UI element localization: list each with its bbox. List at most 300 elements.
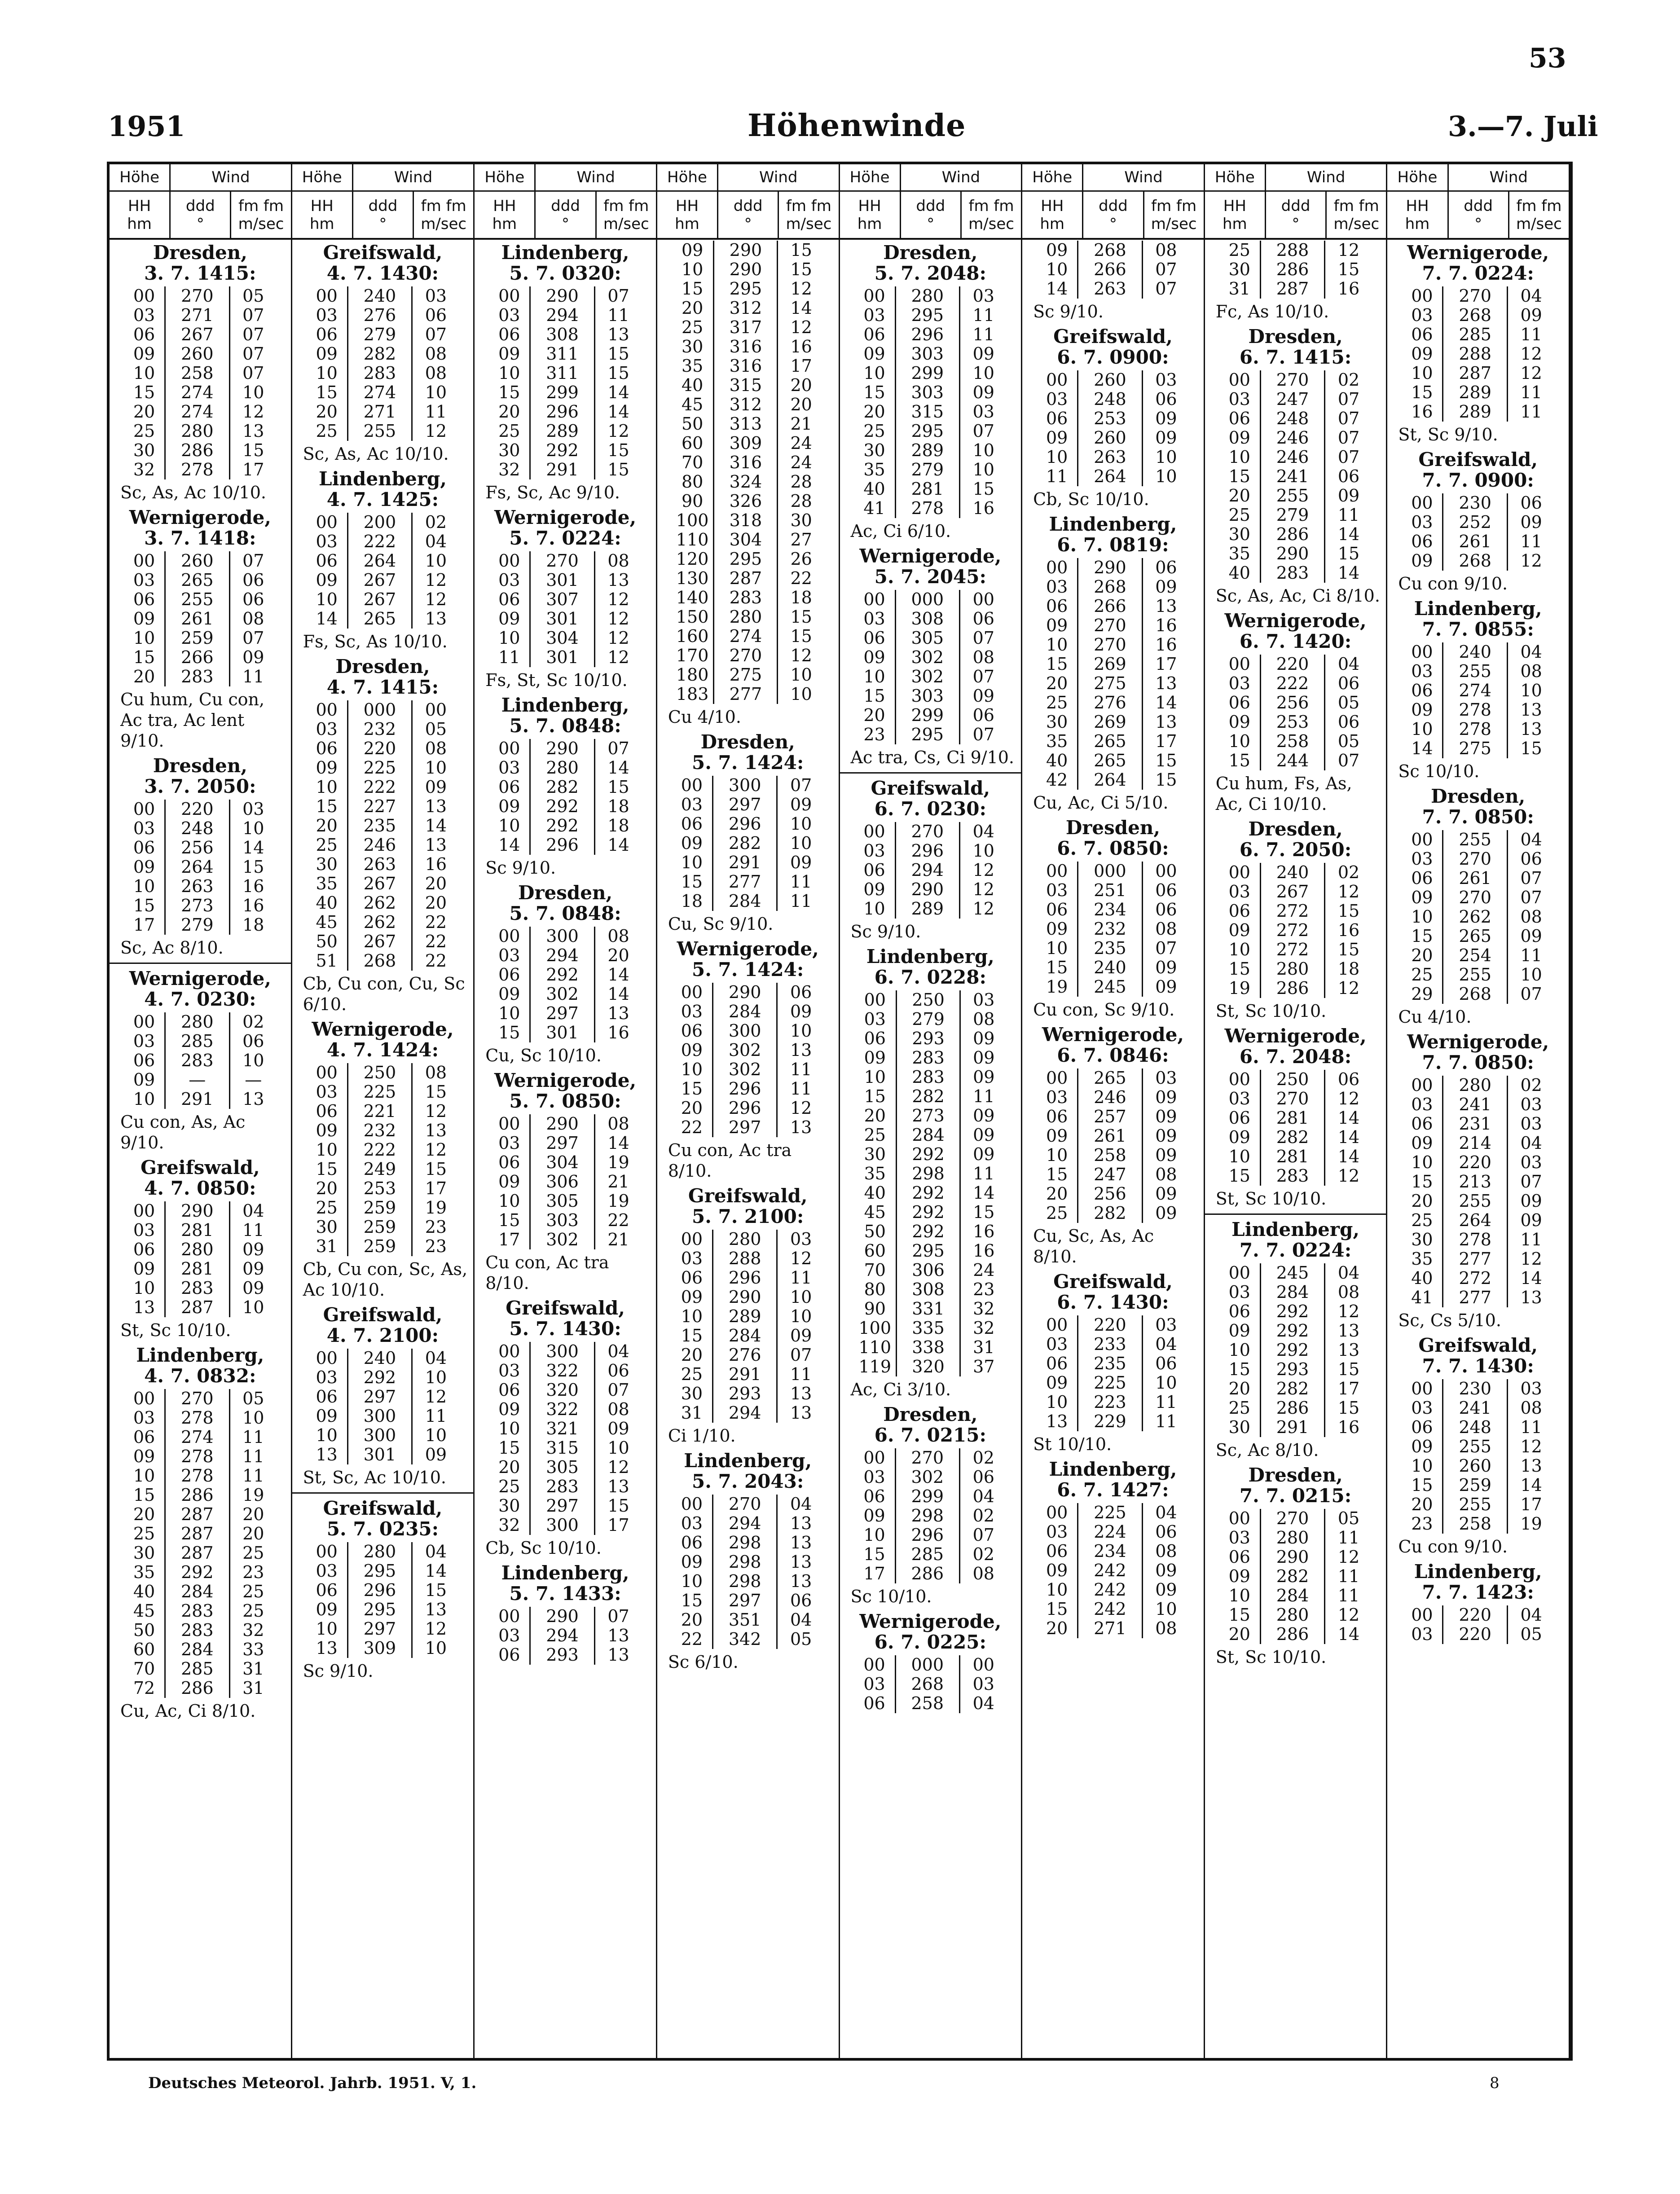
direction-cell: 200	[347, 513, 412, 532]
direction-cell: 270	[1078, 616, 1143, 635]
table-row	[1037, 977, 1189, 997]
table-row	[489, 1516, 642, 1535]
station-heading	[1026, 1459, 1200, 1500]
speed-cell: 11	[973, 1086, 995, 1106]
speed-cell: 07	[425, 325, 447, 344]
table-row	[489, 1400, 642, 1419]
direction-cell: 292	[165, 1563, 230, 1582]
direction-cell: 255	[1443, 1192, 1508, 1211]
speed-cell: 25	[242, 1601, 264, 1621]
table-row	[307, 1102, 459, 1121]
speed-cell: 11	[1337, 1586, 1360, 1605]
cloud-note: Cu con, As, Ac 9/10.	[120, 1112, 246, 1152]
direction-cell: 302	[895, 1468, 960, 1487]
table-row	[1219, 940, 1372, 959]
header-fmfm: fm fm	[1516, 197, 1562, 215]
column-header	[657, 164, 840, 238]
wind-table	[1037, 1315, 1189, 1431]
direction-cell: 255	[1260, 486, 1325, 506]
table-row	[672, 776, 824, 795]
direction-cell: 244	[1260, 751, 1325, 770]
height-cell: 09	[498, 344, 520, 364]
cloud-note: Ci 1/10.	[668, 1426, 736, 1446]
table-row	[1402, 1114, 1554, 1134]
speed-cell: 06	[790, 982, 812, 1002]
height-cell: 03	[1046, 577, 1068, 597]
speed-cell: 11	[790, 1268, 812, 1288]
table-row	[489, 1230, 642, 1249]
direction-cell: 253	[1260, 712, 1325, 732]
speed-cell: 20	[425, 893, 447, 913]
direction-cell: 255	[165, 590, 230, 609]
speed-cell: 09	[790, 795, 812, 814]
station-heading	[844, 1611, 1018, 1653]
station-heading	[1391, 1032, 1565, 1073]
table-row	[124, 571, 277, 590]
height-cell: 110	[858, 1337, 892, 1357]
table-row	[1219, 1263, 1372, 1283]
table-row	[1402, 888, 1554, 907]
height-cell: 03	[863, 841, 885, 861]
direction-cell: 338	[897, 1338, 960, 1357]
direction-cell: 260	[165, 551, 230, 571]
page-title: Höhenwinde	[748, 108, 966, 144]
speed-cell: 15	[790, 626, 812, 646]
direction-cell: 305	[530, 1192, 595, 1211]
speed-cell: 07	[972, 667, 994, 686]
table-row	[124, 1279, 277, 1298]
wind-table	[1402, 830, 1554, 1004]
speed-cell: 10	[425, 383, 447, 402]
height-cell: 15	[1228, 1359, 1250, 1379]
table-row	[1219, 260, 1372, 279]
direction-cell: 302	[712, 1041, 777, 1060]
height-cell: 18	[681, 891, 703, 911]
observation-time: 7. 7. 0855:	[1422, 618, 1534, 640]
header-hoehe: Höhe	[119, 168, 160, 186]
speed-cell: 09	[607, 1419, 629, 1438]
height-cell: 30	[316, 1217, 338, 1237]
speed-cell: 10	[242, 383, 264, 402]
direction-cell: 291	[712, 853, 777, 872]
table-row	[307, 1198, 459, 1218]
direction-cell: 292	[530, 441, 595, 460]
cloud-note: Sc, Ac 8/10.	[120, 938, 224, 958]
observation-time: 5. 7. 1424:	[692, 959, 804, 980]
direction-cell: 220	[1443, 1605, 1508, 1625]
direction-cell: 316	[714, 356, 778, 376]
height-cell: 40	[316, 893, 338, 913]
station-name: Greifswald,	[1053, 1271, 1173, 1293]
height-cell: 03	[1411, 1398, 1433, 1418]
table-row	[1219, 921, 1372, 940]
table-row	[672, 1230, 824, 1249]
speed-cell: 18	[790, 588, 812, 607]
header-fmfm: fm fm	[421, 197, 466, 215]
direction-cell: 293	[530, 1645, 595, 1665]
table-row	[672, 260, 824, 279]
height-cell: 25	[681, 1364, 703, 1384]
cloud-note: Sc 9/10.	[485, 858, 556, 878]
speed-cell: 13	[790, 1533, 812, 1552]
cloud-note: Cu hum, Fs, As, Ac, Ci 10/10.	[1215, 774, 1352, 814]
height-cell: 40	[1411, 1268, 1433, 1288]
direction-cell: 298	[712, 1533, 777, 1552]
direction-cell: 225	[1078, 1373, 1143, 1393]
wind-table	[489, 739, 642, 855]
table-row	[1219, 428, 1372, 448]
height-cell: 09	[863, 647, 885, 667]
speed-cell: 09	[1155, 409, 1177, 428]
speed-cell: 14	[607, 402, 629, 422]
table-row	[854, 1126, 1007, 1145]
table-row	[1219, 1166, 1372, 1186]
table-row	[124, 1298, 277, 1317]
height-cell: 06	[1411, 1114, 1433, 1134]
table-row	[854, 822, 1007, 841]
height-cell: 09	[1411, 888, 1433, 907]
observation-time: 6. 7. 0900:	[1057, 346, 1169, 368]
direction-cell: 278	[1443, 720, 1508, 739]
table-row	[124, 896, 277, 915]
table-row	[1219, 693, 1372, 712]
height-cell: 14	[316, 609, 338, 629]
height-cell: 15	[498, 1438, 520, 1458]
observation-time: 6. 7. 0230:	[874, 798, 986, 820]
speed-cell: 32	[973, 1318, 995, 1338]
table-row	[1402, 1211, 1554, 1230]
direction-cell: 260	[1078, 428, 1143, 448]
speed-cell: 31	[242, 1659, 264, 1679]
height-cell: 03	[1228, 1528, 1250, 1548]
speed-cell: 03	[425, 286, 447, 306]
table-row	[1402, 1269, 1554, 1288]
cloud-note: Sc, As, Ac, Ci 8/10.	[1215, 586, 1380, 606]
observation-time: 4. 7. 1424:	[326, 1039, 439, 1061]
speed-cell: 07	[607, 739, 629, 758]
speed-cell: 06	[242, 589, 264, 609]
direction-cell: 251	[1078, 881, 1143, 900]
direction-cell: 291	[1260, 1418, 1325, 1437]
table-row	[307, 383, 459, 402]
speed-cell: 03	[242, 799, 264, 819]
direction-cell: 279	[897, 1010, 960, 1029]
direction-cell: 318	[714, 511, 778, 530]
height-cell: 15	[316, 1159, 338, 1179]
speed-cell: 15	[607, 777, 629, 797]
table-row	[672, 627, 824, 646]
direction-cell: 270	[1260, 1509, 1325, 1528]
height-cell: 10	[1411, 363, 1433, 383]
table-row	[489, 1342, 642, 1361]
station-heading	[296, 656, 470, 698]
direction-cell: 286	[1260, 1625, 1325, 1644]
cloud-note: Cb, Cu con, Sc, As, Ac 10/10.	[303, 1259, 468, 1300]
speed-cell: 13	[1337, 1321, 1360, 1341]
speed-cell: 06	[972, 705, 994, 725]
table-row	[489, 551, 642, 571]
direction-cell: 320	[530, 1381, 595, 1400]
table-row	[1037, 655, 1189, 674]
speed-cell: 09	[973, 1067, 995, 1087]
direction-cell: 295	[347, 1561, 412, 1581]
header-fmfm: fm fm	[1151, 197, 1197, 215]
table-row	[307, 758, 459, 778]
speed-cell: 26	[790, 549, 812, 569]
direction-cell: 292	[1260, 1302, 1325, 1321]
table-row	[1219, 882, 1372, 901]
height-cell: 06	[498, 325, 520, 344]
speed-cell: 07	[1155, 259, 1177, 279]
table-row	[1037, 751, 1189, 770]
speed-cell: 04	[790, 1494, 812, 1514]
table-row	[307, 739, 459, 758]
direction-cell: 290	[714, 260, 778, 279]
table-row	[854, 422, 1007, 441]
height-cell: 00	[133, 551, 155, 571]
table-row	[1037, 1335, 1189, 1354]
speed-cell: 08	[607, 926, 629, 946]
speed-cell: 21	[607, 1230, 629, 1249]
table-row	[854, 880, 1007, 899]
direction-cell: 291	[530, 460, 595, 479]
height-cell: 35	[864, 1164, 886, 1183]
height-cell: 06	[1411, 681, 1433, 700]
footer-sheet-number: 8	[1490, 2074, 1500, 2092]
table-row	[672, 853, 824, 872]
direction-cell: 290	[530, 1607, 595, 1626]
header-msec: m/sec	[238, 215, 284, 233]
height-cell: 15	[1411, 1475, 1433, 1495]
direction-cell: 266	[1078, 260, 1143, 279]
direction-cell: 292	[897, 1145, 960, 1164]
direction-cell: 292	[897, 1203, 960, 1222]
speed-cell: 06	[972, 1467, 994, 1487]
height-cell: 10	[1228, 1340, 1250, 1360]
direction-cell: 295	[714, 550, 778, 569]
height-cell: 00	[498, 1606, 520, 1626]
height-cell: 25	[1411, 1210, 1433, 1230]
height-cell: 09	[316, 344, 338, 364]
height-cell: 25	[863, 421, 885, 441]
direction-cell: 283	[165, 667, 230, 686]
speed-cell: 20	[242, 1524, 264, 1543]
direction-cell: 223	[1078, 1393, 1143, 1412]
table-row	[672, 1326, 824, 1345]
direction-cell: 265	[165, 571, 230, 590]
wind-table	[124, 1012, 277, 1109]
table-row	[489, 1607, 642, 1626]
height-cell: 10	[316, 1140, 338, 1160]
table-row	[307, 571, 459, 590]
table-row	[124, 1659, 277, 1679]
header-hh: HH	[1406, 197, 1429, 215]
direction-cell: 241	[1260, 467, 1325, 486]
speed-cell: 10	[972, 440, 994, 460]
speed-cell: 12	[790, 646, 812, 665]
direction-cell: 220	[165, 800, 230, 819]
height-cell: 06	[498, 1380, 520, 1400]
height-cell: 06	[498, 965, 520, 985]
table-row	[854, 1448, 1007, 1468]
speed-cell: 15	[425, 1159, 447, 1179]
direction-cell: 225	[1078, 1503, 1143, 1522]
height-cell: 40	[863, 479, 885, 499]
table-row	[489, 1419, 642, 1438]
speed-cell: 07	[1155, 938, 1177, 958]
speed-cell: 16	[973, 1241, 995, 1261]
direction-cell: 280	[165, 422, 230, 441]
wind-table	[1037, 558, 1189, 790]
table-row	[1402, 1418, 1554, 1437]
speed-cell: 11	[790, 1060, 812, 1079]
table-row	[124, 1543, 277, 1563]
speed-cell: 13	[242, 421, 264, 441]
table-row	[1402, 364, 1554, 383]
table-row	[124, 1447, 277, 1466]
direction-cell: 290	[1260, 544, 1325, 563]
direction-cell: 309	[347, 1639, 412, 1658]
header-ddd: ddd	[1281, 197, 1311, 215]
table-row	[1402, 1134, 1554, 1153]
table-row	[672, 318, 824, 337]
speed-cell: 08	[1155, 1541, 1177, 1561]
direction-cell: 263	[347, 855, 412, 874]
table-row	[124, 402, 277, 422]
table-row	[489, 629, 642, 648]
table-row	[124, 441, 277, 460]
data-column	[110, 238, 292, 2058]
speed-cell: 28	[790, 472, 812, 492]
block-separator	[292, 1492, 474, 1494]
speed-cell: 15	[425, 1580, 447, 1600]
table-row	[1402, 1076, 1554, 1095]
header-hh: HH	[1041, 197, 1064, 215]
table-row	[1037, 409, 1189, 428]
table-row	[854, 383, 1007, 402]
table-row	[489, 778, 642, 797]
direction-cell: 220	[1078, 1315, 1143, 1335]
speed-cell: 04	[242, 1201, 264, 1221]
speed-cell: 12	[425, 1387, 447, 1407]
height-cell: 45	[864, 1202, 886, 1222]
cloud-note: Sc 10/10.	[1398, 761, 1480, 781]
table-row	[672, 1249, 824, 1268]
direction-cell: 258	[895, 1694, 960, 1713]
direction-cell: 288	[1260, 241, 1325, 260]
speed-cell: 04	[425, 1542, 447, 1561]
observation-time: 5. 7. 1433:	[509, 1583, 621, 1605]
height-cell: 09	[133, 1447, 155, 1466]
height-cell: 23	[1411, 1514, 1433, 1534]
table-row	[1402, 1605, 1554, 1625]
direction-cell: 279	[165, 915, 230, 935]
speed-cell: 13	[790, 1384, 812, 1403]
height-cell: 25	[1228, 1398, 1250, 1418]
table-row	[1219, 486, 1372, 506]
height-cell: 09	[1411, 1133, 1433, 1153]
table-row	[672, 1572, 824, 1591]
station-name: Lindenberg,	[684, 1450, 812, 1472]
speed-cell: 09	[790, 1326, 812, 1345]
direction-cell: 274	[714, 627, 778, 646]
speed-cell: 12	[425, 1140, 447, 1160]
direction-cell: 282	[897, 1087, 960, 1106]
table-row	[854, 1319, 1007, 1338]
direction-cell: 298	[895, 1506, 960, 1526]
height-cell: 20	[1228, 486, 1250, 506]
station-name: Greifswald,	[506, 1297, 625, 1319]
height-cell: 03	[316, 1367, 338, 1387]
direction-cell: 214	[1443, 1134, 1508, 1153]
height-cell: 00	[498, 551, 520, 571]
height-cell: 20	[681, 298, 704, 318]
direction-cell: 283	[897, 1048, 960, 1068]
speed-cell: 18	[607, 816, 629, 835]
height-cell: 06	[863, 860, 885, 880]
direction-cell: 240	[1078, 958, 1143, 977]
direction-cell: 294	[712, 1403, 777, 1423]
height-cell: 00	[133, 1201, 155, 1221]
table-row	[489, 946, 642, 965]
header-degree: °	[1474, 215, 1482, 233]
table-row	[307, 590, 459, 609]
direction-cell: 248	[1260, 409, 1325, 428]
height-cell: 20	[133, 1504, 155, 1524]
direction-cell: 274	[165, 383, 230, 402]
height-cell: 32	[133, 460, 155, 479]
direction-cell: 300	[530, 927, 595, 946]
table-row	[489, 1004, 642, 1023]
direction-cell: 282	[530, 778, 595, 797]
height-cell: 09	[681, 240, 704, 260]
station-name: Dresden,	[1248, 325, 1343, 347]
speed-cell: 10	[972, 363, 994, 383]
direction-cell: 225	[347, 758, 412, 778]
speed-cell: 18	[1337, 959, 1360, 979]
station-name: Greifswald,	[688, 1185, 808, 1207]
speed-cell: 12	[1520, 344, 1542, 364]
speed-cell: 12	[425, 421, 447, 441]
direction-cell: 284	[165, 1582, 230, 1601]
direction-cell: 259	[1443, 1476, 1508, 1495]
table-row	[307, 325, 459, 344]
speed-cell: 02	[972, 1544, 994, 1564]
wind-table	[854, 990, 1007, 1376]
direction-cell: 241	[1443, 1398, 1508, 1418]
table-row	[1037, 1068, 1189, 1088]
table-row	[854, 1675, 1007, 1694]
speed-cell: 04	[972, 1693, 994, 1713]
table-row	[854, 499, 1007, 518]
table-row	[307, 1160, 459, 1179]
height-cell: 03	[681, 795, 703, 814]
height-cell: 14	[498, 835, 520, 855]
speed-cell: 00	[972, 1655, 994, 1675]
speed-cell: 10	[607, 1438, 629, 1458]
station-heading	[478, 695, 652, 736]
cloud-note: Cu, Ac, Ci 8/10.	[120, 1701, 256, 1721]
height-cell: 15	[498, 383, 520, 402]
table-row	[1402, 1153, 1554, 1172]
table-row	[672, 279, 824, 299]
table-row	[307, 306, 459, 325]
speed-cell: 12	[1337, 1166, 1360, 1186]
speed-cell: 19	[607, 1191, 629, 1211]
header-hm: hm	[492, 215, 517, 233]
speed-cell: 09	[973, 1106, 995, 1126]
table-row	[1219, 1509, 1372, 1528]
